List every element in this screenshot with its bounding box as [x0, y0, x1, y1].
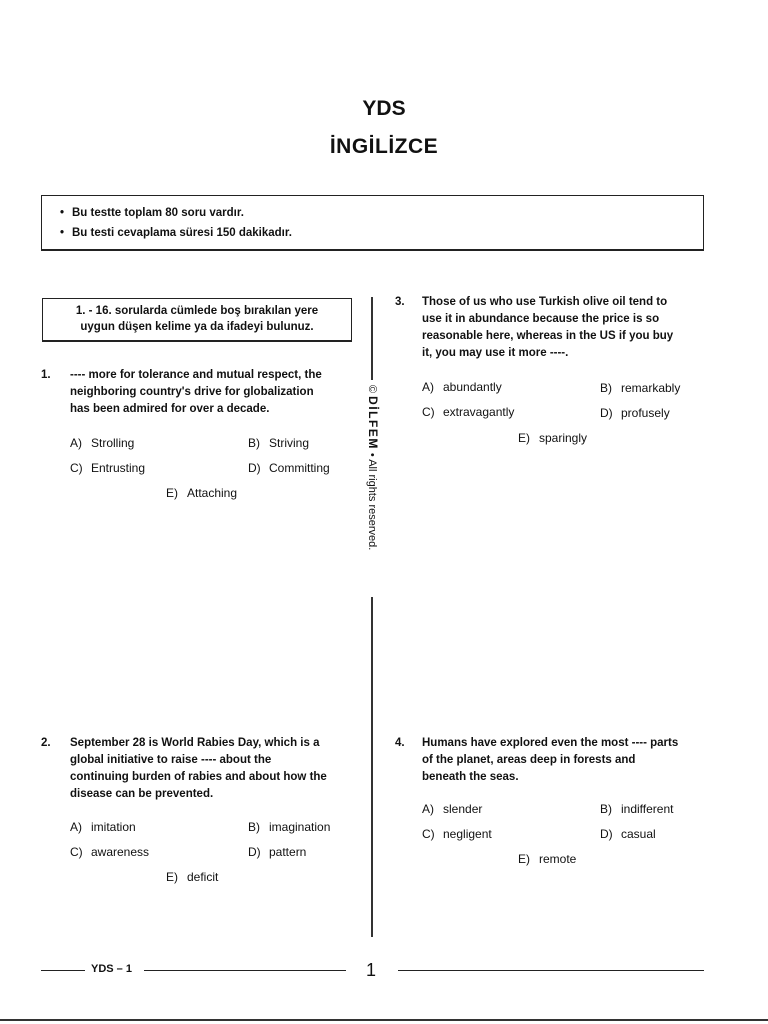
answer-option[interactable]: [600, 802, 673, 816]
answer-option[interactable]: [166, 870, 218, 884]
option-text: Entrusting: [91, 461, 146, 475]
question-line: September 28 is World Rabies Day, which is a: [70, 737, 320, 749]
answer-option[interactable]: [422, 405, 514, 419]
answer-option[interactable]: [248, 461, 330, 475]
answer-option[interactable]: [248, 820, 330, 834]
answer-option[interactable]: [422, 802, 482, 816]
exam-title: YDS: [362, 97, 406, 120]
question-line: Humans have explored even the most ---- parts: [422, 737, 679, 749]
answer-option[interactable]: [166, 486, 237, 500]
option-label: B): [248, 436, 260, 450]
question-number: 4.: [395, 737, 405, 749]
answer-option[interactable]: [600, 381, 680, 395]
option-label: A): [70, 436, 82, 450]
instructions-line: uygun düşen kelime ya da ifadeyi bulunuz.: [80, 321, 314, 333]
option-label: C): [70, 845, 83, 859]
option-text: awareness: [91, 845, 150, 859]
question-number: 3.: [395, 296, 405, 308]
footer-rule: [144, 970, 346, 971]
info-text: Bu testte toplam 80 soru vardır.: [72, 207, 244, 219]
question-line: use it in abundance because the price is so: [422, 313, 660, 325]
instructions-box: [42, 298, 352, 342]
question-line: global initiative to raise ---- about the: [70, 754, 272, 766]
answer-option[interactable]: [70, 461, 145, 475]
option-label: A): [422, 802, 434, 816]
question-line: continuing burden of rabies and about how the: [70, 771, 327, 783]
option-label: D): [248, 845, 261, 859]
option-label: A): [70, 820, 82, 834]
answer-option[interactable]: [70, 845, 149, 859]
question-text: [70, 735, 327, 803]
answer-option[interactable]: [600, 827, 656, 841]
answer-option[interactable]: [70, 820, 136, 834]
question-line: it, you may use it more ----.: [422, 347, 569, 359]
page-number: 1: [366, 960, 377, 980]
option-text: remote: [539, 852, 577, 866]
option-label: B): [600, 381, 612, 395]
option-label: D): [248, 461, 261, 475]
answer-option[interactable]: [600, 406, 670, 420]
question-text: [422, 735, 678, 786]
question-line: reasonable here, whereas in the US if you buy: [422, 330, 674, 342]
info-bullet: [60, 207, 244, 219]
question-text: [422, 294, 673, 362]
exam-subtitle: İNGİLİZCE: [329, 135, 439, 158]
option-text: pattern: [269, 845, 307, 859]
answer-option[interactable]: [422, 827, 492, 841]
question-text: [70, 367, 322, 418]
option-text: indifferent: [621, 802, 674, 816]
question-line: disease can be prevented.: [70, 788, 214, 800]
copyright-icon: ©: [366, 385, 378, 394]
brand-name: DİLFEM: [366, 396, 380, 450]
answer-option[interactable]: [518, 431, 587, 445]
answer-option[interactable]: [248, 436, 309, 450]
option-text: slender: [443, 802, 483, 816]
question-line: neighboring country's drive for globalization: [70, 386, 314, 398]
instructions-line: 1. - 16. sorularda cümlede boş bırakılan yere: [75, 305, 319, 317]
option-text: casual: [621, 827, 656, 841]
option-text: sparingly: [539, 431, 588, 445]
option-label: D): [600, 827, 613, 841]
option-text: extravagantly: [443, 405, 515, 419]
question-number: 2.: [41, 737, 51, 749]
option-label: E): [166, 870, 178, 884]
option-label: B): [248, 820, 260, 834]
option-label: E): [166, 486, 178, 500]
separator-dot: •: [366, 452, 378, 457]
question-line: Those of us who use Turkish olive oil tend to: [422, 296, 668, 308]
option-text: profusely: [621, 406, 670, 420]
answer-option[interactable]: [518, 852, 576, 866]
question-line: has been admired for over a decade.: [70, 403, 270, 415]
option-label: C): [70, 461, 83, 475]
info-box: [41, 195, 704, 251]
answer-option[interactable]: [422, 380, 502, 394]
answer-option[interactable]: [248, 845, 306, 859]
option-label: C): [422, 827, 435, 841]
question-line: beneath the seas.: [422, 771, 519, 783]
option-text: negligent: [443, 827, 492, 841]
option-label: A): [422, 380, 434, 394]
info-bullet: [60, 227, 292, 239]
footer-rule: [41, 970, 85, 971]
question-line: ---- more for tolerance and mutual respect, the: [70, 369, 322, 381]
option-text: Committing: [269, 461, 330, 475]
question-number: 1.: [41, 369, 51, 381]
option-text: Striving: [269, 436, 310, 450]
footer-rule: [398, 970, 704, 971]
bullet-icon: •: [60, 207, 65, 219]
option-label: E): [518, 852, 530, 866]
footer-label: YDS – 1: [91, 963, 132, 975]
info-text: Bu testi cevaplama süresi 150 dakikadır.: [72, 227, 292, 239]
option-label: B): [600, 802, 612, 816]
bullet-icon: •: [60, 227, 65, 239]
option-text: remarkably: [621, 381, 681, 395]
option-text: Attaching: [187, 486, 238, 500]
side-brand-text: [358, 385, 384, 595]
question-line: of the planet, areas deep in forests and: [422, 754, 636, 766]
option-text: Strolling: [91, 436, 135, 450]
option-text: imitation: [91, 820, 136, 834]
answer-option[interactable]: [70, 436, 134, 450]
page-bottom-rule: [0, 1019, 768, 1021]
option-label: E): [518, 431, 530, 445]
option-text: deficit: [187, 870, 219, 884]
rights-text: All rights reserved.: [366, 459, 378, 551]
option-text: abundantly: [443, 380, 502, 394]
option-label: D): [600, 406, 613, 420]
option-text: imagination: [269, 820, 331, 834]
column-divider: [371, 297, 373, 380]
column-divider: [371, 597, 373, 937]
option-label: C): [422, 405, 435, 419]
